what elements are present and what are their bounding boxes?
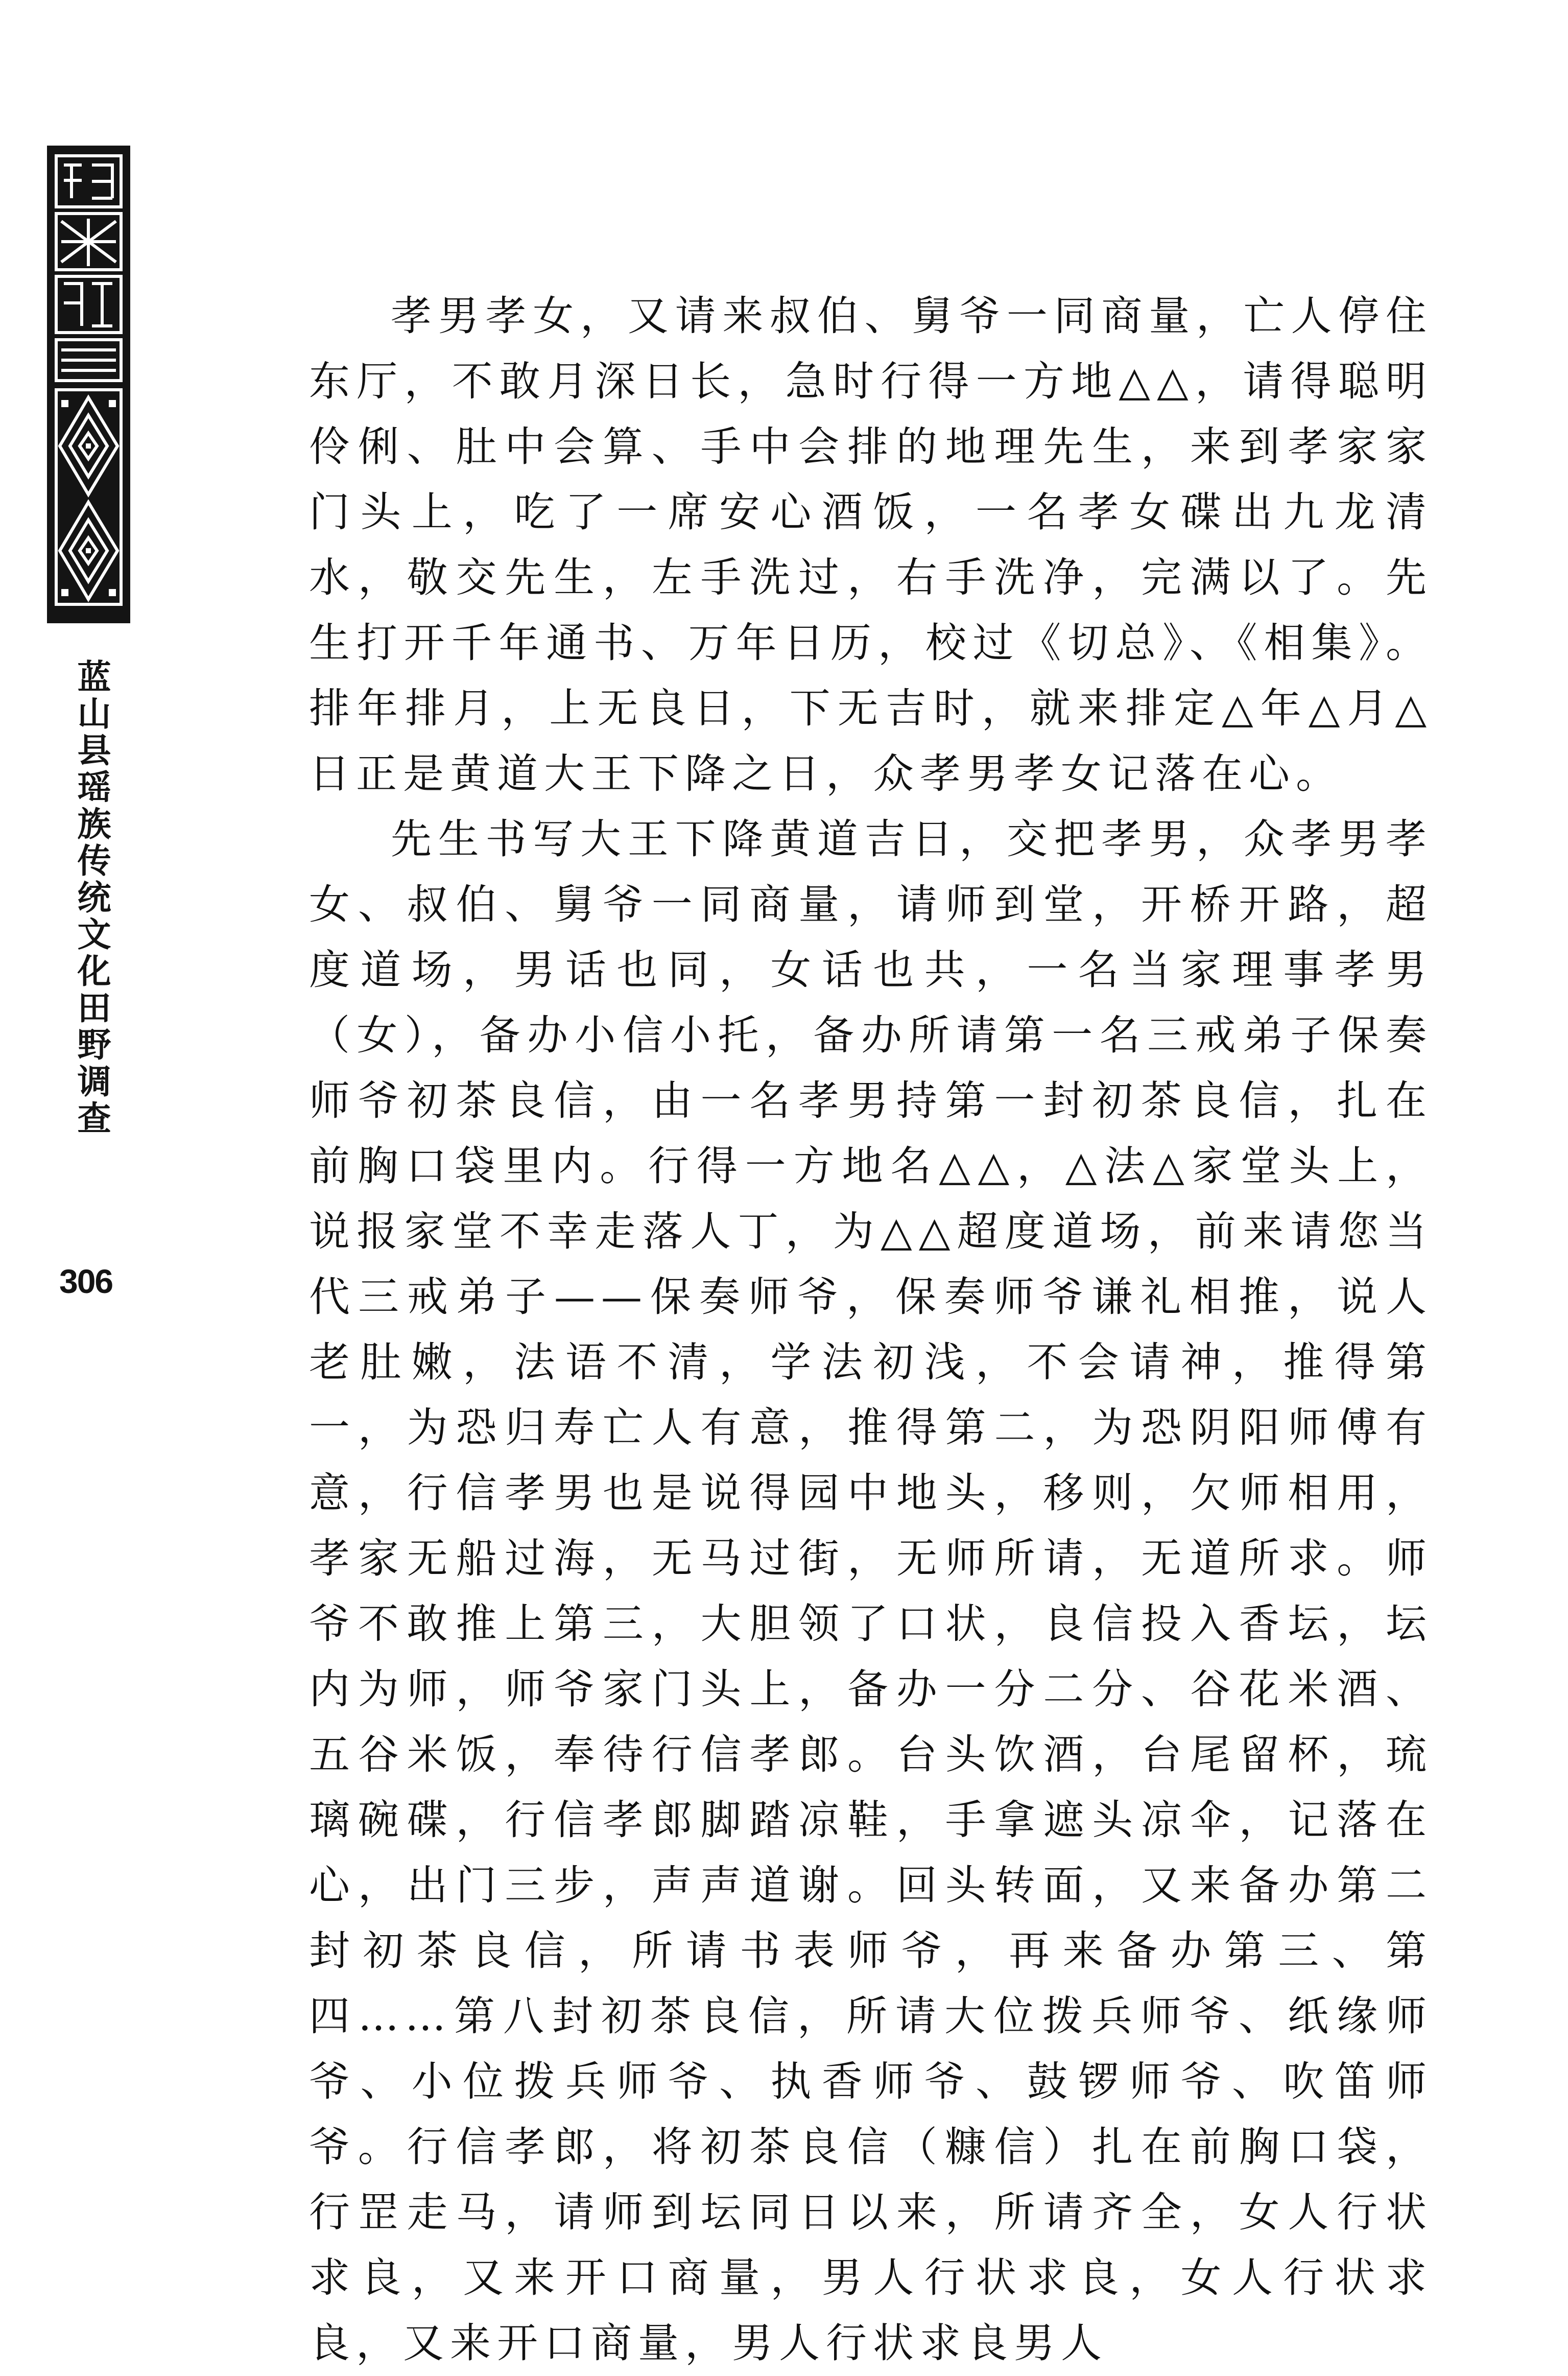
page-number: 306 bbox=[59, 1262, 113, 1300]
paragraph: 孝男孝女，又请来叔伯、舅爷一同商量，亡人停住东厅，不敢月深日长，急时行得一方地△△，请得聪明伶俐、肚中会算、手中会排的地理先生，来到孝家家门头上，吃了一席安心酒饭，一名孝女碟出九龙清水，敬交先生，左手洗过，右手洗净，完满以了。先生打开千年通书、万年日历，校过《切总》、《相集》。排年排月，上无良日，下无吉时，就来排定△年△月△日正是黄道大王下降之日，众孝男孝女记落在心。 bbox=[309, 292, 1433, 797]
paragraph: 先生书写大王下降黄道吉日，交把孝男，众孝男孝女、叔伯、舅爷一同商量，请师到堂，开桥开路，超度道场，男话也同，女话也共，一名当家理事孝男（女），备办小信小托，备办所请第一名三戒弟子保奏师爷初茶良信，由一名孝男持第一封初茶良信，扎在前胸口袋里内。行得一方地名△△，△法△家堂头上，说报家堂不幸走落人丁，为△△超度道场，前来请您当代三戒弟子——保奏师爷，保奏师爷谦礼相推，说人老肚嫩，法语不清，学法初浅，不会请神，推得第一，为恐归寿亡人有意，推得第二，为恐阴阳师傅有意，行信孝男也是说得园中地头，移则，欠师相用，孝家无船过海，无马过街，无师所请，无道所求。师爷不敢推上第三，大胆领了口状，良信投入香坛，坛内为师，师爷家门头上，备办一分二分、谷花米酒、五谷米饭，奉待行信孝郎。台头饮酒，台尾留杯，琉璃碗碟，行信孝郎脚踏凉鞋，手拿遮头凉伞，记落在心，出门三步，声声道谢。回头转面，又来备办第二封初茶良信，所请书表师爷，再来备办第三、第四……第八封初茶良信，所请大位拨兵师爷、纸缘师爷、小位拨兵师爷、执香师爷、鼓锣师爷、吹笛师爷。行信孝郎，将初茶良信（糠信）扎在前胸口袋，行罡走马，请师到坛同日以来，所请齐全，女人行状求良，又来开口商量，男人行状求良，女人行状求良，又来开口商量，男人行状求良男人 bbox=[309, 815, 1433, 2367]
body-text bbox=[309, 284, 1433, 2376]
decorative-woven-band bbox=[47, 146, 130, 623]
book-title-vertical: 蓝山县瑶族传统文化田野调查 bbox=[72, 659, 111, 1137]
woven-pattern-icon bbox=[51, 150, 126, 619]
